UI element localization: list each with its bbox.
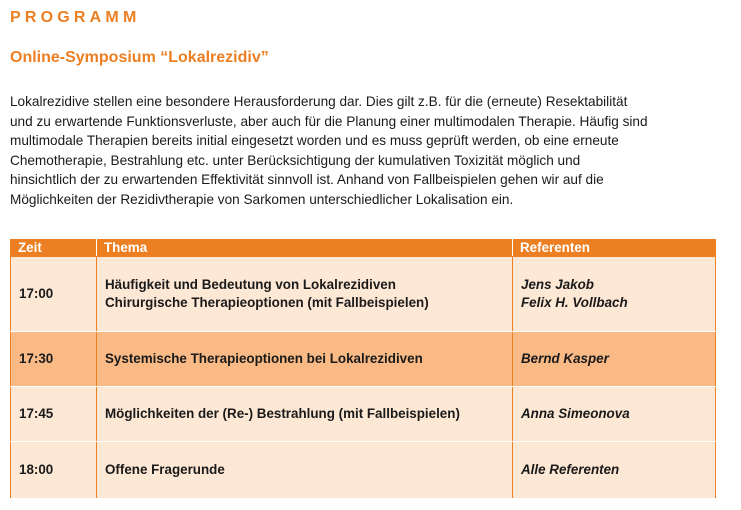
topic-cell	[97, 387, 513, 442]
table-row	[11, 442, 716, 499]
program-heading: PROGRAMM	[10, 9, 141, 26]
intro-line: hinsichtlich der zu erwartenden Effektivität sinnvoll ist. Anhand von Fallbeispielen gehen wir auf die	[10, 172, 604, 188]
table-row	[11, 332, 716, 387]
topic-line: Möglichkeiten der (Re-) Bestrahlung (mit Fallbeispielen)	[105, 405, 460, 421]
speaker-name: Alle Referenten	[521, 461, 620, 477]
speaker-cell	[513, 442, 716, 499]
speaker-cell	[513, 332, 716, 387]
intro-line: und zu erwartende Funktionsverluste, aber auch für die Planung einer multimodalen Therapie. Häufig sind	[10, 113, 648, 129]
table-row	[11, 257, 716, 332]
table-row	[11, 387, 716, 442]
topic-cell	[97, 257, 513, 332]
speaker-name: Felix H. Vollbach	[521, 295, 628, 310]
topic-line: Chirurgische Therapieoptionen (mit Fallbeispielen)	[105, 295, 429, 310]
intro-line: Chemotherapie, Bestrahlung etc. unter Berücksichtigung der kumulativen Toxizität möglich und	[10, 152, 581, 168]
topic-line: Systemische Therapieoptionen bei Lokalrezidiven	[105, 350, 423, 366]
topic-cell	[97, 442, 513, 499]
intro-line: Lokalrezidive stellen eine besondere Herausforderung dar. Dies gilt z.B. für die (erneute) Resektabilität	[10, 94, 628, 109]
speaker-name: Anna Simeonova	[521, 405, 630, 421]
topic-line: Häufigkeit und Bedeutung von Lokalrezidiven	[105, 276, 396, 292]
intro-line: multimodale Therapien bereits initial eingesetzt worden und es muss geprüft werden, ob eine erneute	[10, 133, 619, 149]
time-cell: 17:00	[11, 257, 97, 332]
speaker-name: Jens Jakob	[521, 276, 594, 292]
header-topic: Thema	[97, 239, 513, 257]
time-cell: 17:45	[11, 387, 97, 442]
time-cell: 18:00	[11, 442, 97, 499]
time-cell: 17:30	[11, 332, 97, 387]
topic-line: Offene Fragerunde	[105, 461, 225, 477]
intro-paragraph	[10, 92, 730, 210]
topic-cell	[97, 332, 513, 387]
table-header-row	[11, 239, 716, 257]
intro-line: Möglichkeiten der Rezidivtherapie von Sarkomen unterschiedlicher Lokalisation ein.	[10, 191, 514, 207]
header-speakers: Referenten	[513, 239, 716, 257]
program-schedule-table	[10, 239, 716, 499]
header-time: Zeit	[11, 239, 97, 257]
speaker-cell	[513, 257, 716, 332]
speaker-name: Bernd Kasper	[521, 350, 609, 366]
symposium-title: Online-Symposium “Lokalrezidiv”	[10, 49, 269, 66]
speaker-cell	[513, 387, 716, 442]
